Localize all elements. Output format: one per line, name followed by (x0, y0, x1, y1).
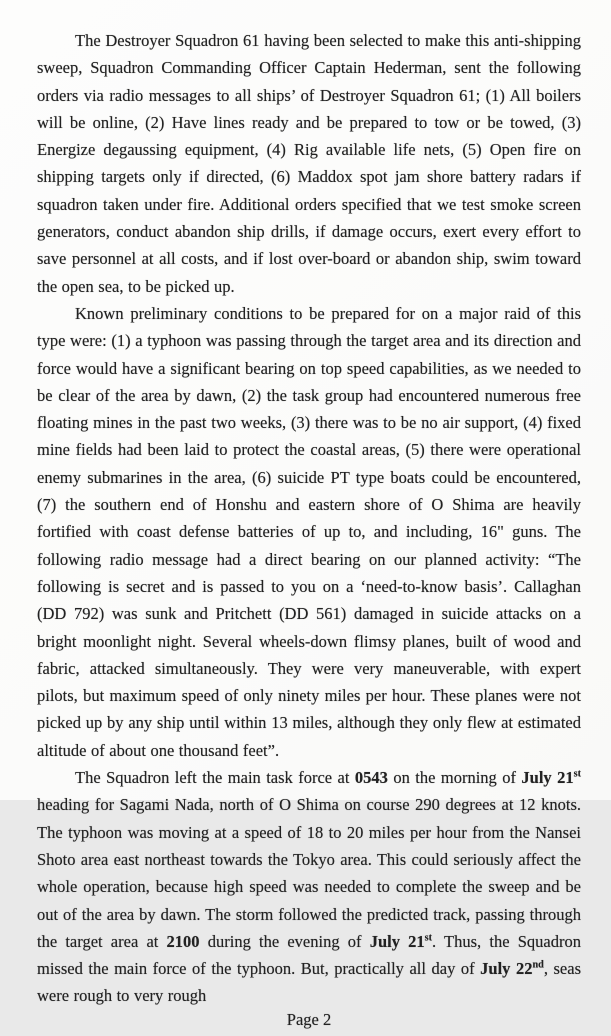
text-run: st (424, 932, 433, 944)
text-run: , seas were rough to very rough (37, 959, 582, 1006)
text-run: July 21 (521, 768, 574, 788)
paragraph (37, 300, 581, 764)
paragraph (37, 764, 581, 1010)
text-run: The Destroyer Squadron 61 having been selected to make this anti-shipping sweep, Squadron Commanding Officer Captain Hederman, sent the following orders via radio messages to all ships’ of Destroyer Squadron 61; (1) All boilers will be online, (2) Have lines ready and be prepared to tow or be towed, (3) Energize degaussing equipment, (4) Rig available life nets, (5) Open fire on shipping targets only if directed, (6) Maddox spot jam shore battery radars if squadron taken under fire. Additional orders specified that we test smoke screen generators, conduct abandon ship drills, if damage occurs, exert every effort to save personnel at all costs, and if lost over-board or abandon ship, swim toward the open sea, to be picked up. (37, 31, 581, 296)
text-run: Known preliminary conditions to be prepared for on a major raid of this type were: (1) a typhoon was passing through the target area and its direction and force would have a significant bearing on top speed capabilities, as we needed to be clear of the area by dawn, (2) the task group had encountered numerous free floating mines in the past two weeks, (3) there was to be no air support, (4) fixed mine fields had been laid to protect the coastal areas, (5) there were operational enemy submarines in the area, (6) suicide PT type boats could be encountered, (7) the southern end of Honshu and eastern shore of O Shima are heavily fortified with coast defense batteries of up to, and including, 16" guns. The following radio message had a direct bearing on our planned activity: “The following is secret and is passed to you on a ‘need-to-know basis’. Callaghan (DD 792) was sunk and Pritchett (DD 561) damaged in suicide attacks on a bright moonlight night. Several wheels-down flimsy planes, built of wood and fabric, attacked simultaneously. They were very maneuverable, with expert pilots, but maximum speed of only ninety miles per hour. These planes were not picked up by any ship until within 13 miles, although they only flew at estimated altitude of about one thousand feet”. (37, 303, 581, 760)
text-run: heading for Sagami Nada, north of O Shima on course 290 degrees at 12 knots. The typhoon was moving at a speed of 18 to 20 miles per hour from the Nansei Shoto area east northeast towards the Tokyo area. This could seriously affect the whole operation, because high speed was needed to complete the sweep and be out of the area by dawn. The storm followed the predicted track, passing through the target area at (37, 795, 581, 951)
text-run: nd (532, 959, 544, 971)
text-run: July 21 (369, 931, 425, 951)
page-number: Page 2 (286, 1009, 332, 1029)
text-run: on the morning of (387, 768, 522, 788)
page-footer (37, 1010, 581, 1036)
text-run: 2100 (166, 931, 200, 951)
text-run: The Squadron left the main task force at (75, 768, 355, 788)
text-run: during the evening of (199, 931, 370, 951)
text-run: . Thus, the Squadron missed the main force of the typhoon. But, practically all day of (37, 931, 581, 979)
paragraph (37, 27, 581, 300)
text-run: July 22 (480, 959, 533, 979)
text-run: 0543 (354, 768, 388, 788)
text-run: st (573, 768, 581, 780)
document-body (37, 27, 581, 1010)
